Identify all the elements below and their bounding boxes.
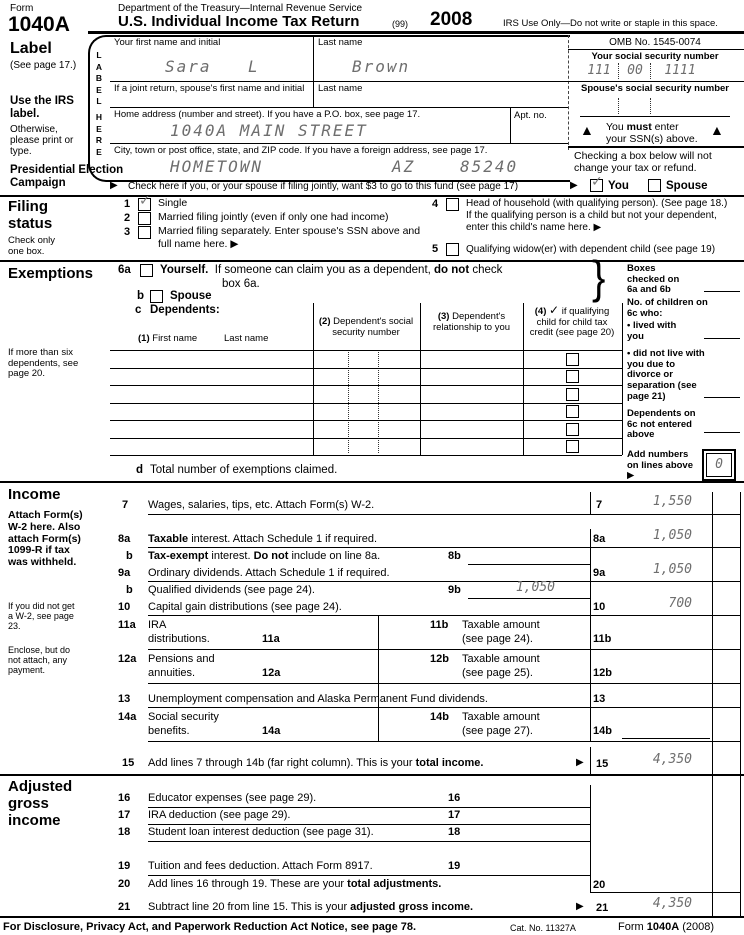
must-enter-line1 <box>606 122 679 134</box>
line-17-number: 17 <box>118 809 131 821</box>
line-rule <box>590 892 740 893</box>
amount-column-rule <box>590 747 591 774</box>
line-9b-entry-line[interactable] <box>468 598 590 599</box>
line-rule <box>148 741 740 742</box>
filing-5-checkbox[interactable] <box>446 243 459 256</box>
dependent-row-rule <box>110 455 622 456</box>
check-mark-icon: ✓ <box>549 303 560 317</box>
here-letter: E <box>96 123 102 134</box>
line-20-label <box>148 878 441 890</box>
must-enter-text: enter <box>651 121 679 133</box>
filing-note: Check only one box. <box>8 235 55 257</box>
line-19-number: 19 <box>118 860 131 872</box>
footer-form-word: Form <box>618 921 647 933</box>
line-9a-label: Ordinary dividends. Attach Schedule 1 if required. <box>148 567 390 579</box>
line-9a-right-number: 9a <box>593 567 606 579</box>
form-title: U.S. Individual Income Tax Return <box>118 13 360 30</box>
zip-value[interactable]: 85240 <box>460 157 519 176</box>
line-20-number: 20 <box>118 878 131 890</box>
line-21-label <box>148 901 473 913</box>
col3-header <box>424 312 519 333</box>
line-6b-label: Spouse <box>170 290 212 302</box>
dependent-5-qualify-checkbox[interactable] <box>566 423 579 436</box>
line-12b-right-number: 12b <box>593 667 612 679</box>
line-21-amount[interactable]: 4,350 <box>652 896 692 911</box>
line-11a-label-1: IRA <box>148 619 167 631</box>
exemptions-heading: Exemptions <box>8 265 94 282</box>
filing-5-number: 5 <box>432 243 439 255</box>
line-9a-number: 9a <box>118 567 131 579</box>
no-w2-note: If you did not get a W-2, see page 23. <box>8 601 75 632</box>
filing-4-label-3 <box>466 222 601 233</box>
amount-column-rule <box>590 529 591 741</box>
line-8b-entry-line[interactable] <box>468 564 590 565</box>
row-divider <box>110 81 568 82</box>
name-cell-divider <box>313 35 314 108</box>
label-vertical-text <box>93 50 105 108</box>
side-entry-line[interactable] <box>704 338 740 339</box>
spouse-ssn-rule <box>580 116 730 117</box>
line-8b-text1: interest. <box>208 550 254 562</box>
exemptions-total-box[interactable]: 0 <box>706 453 732 477</box>
footer-rule <box>0 916 744 918</box>
department-line: Department of the Treasury—Internal Revenue Service <box>118 3 363 14</box>
header-rule <box>88 31 744 34</box>
line-rule <box>148 547 740 548</box>
filing-1-number: 1 <box>124 198 131 210</box>
last-name-caption: Last name <box>318 37 363 48</box>
line-14b-label-2: (see page 27). <box>462 725 533 737</box>
line-rule <box>148 824 590 825</box>
income-heading: Income <box>8 486 61 503</box>
label-letter: B <box>95 73 103 83</box>
table-border <box>313 303 314 455</box>
line-18-label: Student loan interest deduction (see page 31). <box>148 826 374 838</box>
tax-year: 2008 <box>430 9 473 30</box>
section-rule <box>0 774 744 776</box>
line-8b-number: b <box>126 550 133 562</box>
line-14a-label-1: Social security <box>148 711 219 723</box>
your-ssn-part3[interactable]: 1111 <box>664 63 696 78</box>
state-value[interactable]: AZ <box>392 157 416 176</box>
yourself-bold: Yourself. <box>160 264 209 276</box>
filing-2-checkbox[interactable] <box>138 212 151 225</box>
label-letter: A <box>95 61 103 72</box>
filing-4-checkbox[interactable] <box>446 198 459 211</box>
here-letter: E <box>96 146 102 157</box>
line-6a-number: 6a <box>118 264 131 276</box>
otherwise-note: Otherwise, please print or type. <box>10 124 74 158</box>
here-vertical-text <box>93 112 105 158</box>
line-15-amount[interactable]: 4,350 <box>652 752 692 767</box>
line-14b-right-number: 14b <box>593 725 612 737</box>
col2-text: Dependent's social security number <box>330 316 414 338</box>
line-14b-number: 14b <box>430 711 449 723</box>
ssn-rule <box>568 81 744 82</box>
side-entry-line[interactable] <box>704 291 740 292</box>
line-21-number: 21 <box>118 901 131 913</box>
filing-4-number: 4 <box>432 198 439 210</box>
campaign-arrow-icon: ▶ <box>570 180 578 191</box>
line-8a-label <box>148 533 377 545</box>
col1-num: (1) <box>138 333 150 344</box>
line-rule <box>148 615 740 616</box>
disclosure-note: For Disclosure, Privacy Act, and Paperwork Reduction Act Notice, see page 78. <box>3 921 417 933</box>
section-rule <box>0 195 744 197</box>
side-add-text: Add numbers on lines above <box>627 449 693 471</box>
col2-header <box>316 317 416 338</box>
filing-4-text: enter this child's name here. <box>466 222 591 233</box>
table-border <box>420 303 421 455</box>
line-12a-inner-number: 12a <box>262 667 281 679</box>
form-code: (99) <box>392 19 409 29</box>
must-enter-bold: must <box>626 121 652 133</box>
check-mark-icon: ✓ <box>139 192 151 208</box>
col3-num: (3) <box>437 311 450 322</box>
line-11a-number: 11a <box>118 619 136 631</box>
presidential-arrow-icon: ▶ <box>110 180 118 191</box>
label-see-page: (See page 17.) <box>10 60 77 71</box>
line-10-label: Capital gain distributions (see page 24). <box>148 601 342 613</box>
line-15-bold: total income. <box>415 757 484 769</box>
omb-number: OMB No. 1545-0074 <box>609 37 701 48</box>
right-edge-rule <box>740 492 741 916</box>
dependent-row-rule <box>110 403 622 404</box>
line-13-right-number: 13 <box>593 693 606 705</box>
form-number: 1040A <box>8 13 70 36</box>
side-no-children: No. of children on 6c who: <box>627 297 708 319</box>
line-10-amount[interactable]: 700 <box>668 596 692 611</box>
line-15-text: Add lines 7 through 14b (far right column). This is your <box>148 757 416 769</box>
agi-heading-1: Adjusted <box>8 778 73 795</box>
ssn-separator <box>650 98 651 114</box>
sub-block-divider <box>378 615 379 741</box>
line-6d-label: Total number of exemptions claimed. <box>150 464 338 476</box>
amount-column-rule <box>590 492 591 514</box>
apt-cell-divider <box>510 108 511 143</box>
right-arrow-icon: ▶ <box>576 757 584 768</box>
line-rule <box>148 514 740 515</box>
line-8b-bold2: Do not <box>253 550 289 562</box>
line-11b-label-1: Taxable amount <box>462 619 540 631</box>
line-14b-entry-line[interactable] <box>622 738 710 739</box>
filing-4-label-2: If the qualifying person is a child but not your dependent, <box>466 210 717 221</box>
line-15-label <box>148 757 483 769</box>
catalog-number: Cat. No. 11327A <box>510 923 576 933</box>
label-letter: E <box>96 84 102 95</box>
line-18-inner-number: 18 <box>448 826 461 838</box>
label-heading: Label <box>10 40 52 57</box>
line-12b-label-1: Taxable amount <box>462 653 540 665</box>
line-16-inner-number: 16 <box>448 792 461 804</box>
city-caption: City, town or post office, state, and ZIP code. If you have a foreign address, see page 17. <box>114 145 488 156</box>
here-letter: R <box>95 135 103 145</box>
campaign-you-label: You <box>608 180 629 192</box>
initial-value[interactable]: L <box>248 57 260 76</box>
filing-1-label: Single <box>158 197 188 209</box>
line-11a-inner-number: 11a <box>262 633 280 645</box>
line-6a-t2: check <box>469 264 503 276</box>
agi-heading-2: gross <box>8 795 49 812</box>
line-11a-label-2: distributions. <box>148 633 210 645</box>
table-header-rule <box>110 350 622 351</box>
dependent-row-rule <box>110 438 622 439</box>
yourself-checkbox[interactable] <box>140 264 153 277</box>
line-8a-right-number: 8a <box>593 533 606 545</box>
line-8b-inner-number: 8b <box>448 550 461 562</box>
line-12a-label-2: annuities. <box>148 667 196 679</box>
footer-form-id <box>618 921 714 933</box>
line-8a-amount[interactable]: 1,050 <box>652 528 692 543</box>
here-letter: H <box>95 112 103 122</box>
row-divider <box>110 107 568 108</box>
attach-w2-note: Attach Form(s) W-2 here. Also attach Form(s) 1099-R if tax was withheld. <box>8 509 83 568</box>
line-rule <box>148 581 740 582</box>
line-rule <box>148 875 590 876</box>
col1-text: First name <box>152 333 198 344</box>
footer-form-number: 1040A <box>646 921 680 933</box>
filing-heading-2: status <box>8 215 53 232</box>
spouse-ssn-field[interactable] <box>618 98 619 114</box>
home-address-caption: Home address (number and street). If you have a P.O. box, see page 17. <box>114 109 421 120</box>
line-6c-label: Dependents: <box>150 304 220 316</box>
use-irs-label-note: Use the IRS label. <box>10 95 74 120</box>
ssn-separator <box>650 63 651 79</box>
line-13-number: 13 <box>118 693 131 705</box>
filing-2-label: Married filing jointly (even if only one had income) <box>158 211 389 223</box>
apt-caption: Apt. no. <box>514 110 547 121</box>
spouse-checkbox[interactable] <box>150 290 163 303</box>
line-20-bold: total adjustments. <box>347 878 442 890</box>
line-8a-bold: Taxable <box>148 533 189 545</box>
filing-3-label: Married filing separately. Enter spouse's SSN above and <box>158 225 421 237</box>
side-lived-with-you: • lived with you <box>627 320 677 342</box>
table-border <box>622 303 623 455</box>
filing-4-label: Head of household (with qualifying person). (See page 18.) <box>466 198 728 209</box>
filing-3-number: 3 <box>124 226 131 238</box>
dependent-4-qualify-checkbox[interactable] <box>566 405 579 418</box>
your-ssn-caption: Your social security number <box>591 51 719 62</box>
filing-3-checkbox[interactable] <box>138 226 151 239</box>
filing-3-label-cont <box>158 239 238 251</box>
col1-header <box>138 334 197 345</box>
right-arrow-icon: ▶ <box>576 901 584 912</box>
section-rule <box>0 260 744 262</box>
col4-num: (4) <box>534 306 547 317</box>
must-enter-line2: your SSN(s) above. <box>606 133 698 145</box>
line-21-bold: adjusted gross income. <box>350 901 474 913</box>
line-6a-t1: If someone can claim you as a dependent, <box>214 264 435 276</box>
line-11b-label-2: (see page 24). <box>462 633 533 645</box>
line-9b-amount[interactable]: 1,050 <box>515 580 555 595</box>
right-arrow-icon: ▶ <box>593 222 602 233</box>
triangle-up-icon: ▲ <box>710 122 724 138</box>
dependent-row-rule <box>110 385 622 386</box>
footer-form-year: (2008) <box>679 921 715 933</box>
line-12a-number: 12a <box>118 653 137 665</box>
line-20-right-number: 20 <box>593 879 606 891</box>
cents-column-rule <box>712 492 713 916</box>
your-ssn-part1[interactable]: 111 <box>587 63 611 78</box>
panel-rule <box>568 146 744 148</box>
line-7-label: Wages, salaries, tips, etc. Attach Form(s) W-2. <box>148 499 375 511</box>
line-11b-right-number: 11b <box>593 633 612 645</box>
spouse-last-caption: Last name <box>318 83 363 94</box>
presidential-heading: Presidential Election Campaign <box>10 164 124 189</box>
line-8b-label <box>148 550 380 562</box>
ssn-separator <box>618 63 619 79</box>
side-entry-line[interactable] <box>704 397 740 398</box>
side-add-numbers <box>627 450 697 482</box>
right-arrow-icon: ▶ <box>230 238 239 250</box>
line-14a-label-2: benefits. <box>148 725 190 737</box>
spouse-ssn-caption: Spouse's social security number <box>581 83 729 94</box>
line-7-right-number: 7 <box>596 499 603 511</box>
line-9b-inner-number: 9b <box>448 584 461 596</box>
line-6c-number: c <box>135 304 142 316</box>
line-12b-number: 12b <box>430 653 449 665</box>
line-12b-label-2: (see page 25). <box>462 667 533 679</box>
filing-5-label: Qualifying widow(er) with dependent child (see page 19) <box>466 244 716 255</box>
label-letter: L <box>96 50 102 60</box>
line-rule <box>148 807 590 808</box>
your-ssn-part2[interactable]: 00 <box>627 63 643 78</box>
filing-2-number: 2 <box>124 212 131 224</box>
irs-use-note: IRS Use Only—Do not write or staple in this space. <box>503 18 718 29</box>
line-12a-label-1: Pensions and <box>148 653 215 665</box>
line-6a-text-2: box 6a. <box>222 278 260 290</box>
dependent-6-qualify-checkbox[interactable] <box>566 440 579 453</box>
col2-num: (2) <box>318 316 331 327</box>
line-14a-inner-number: 14a <box>262 725 281 737</box>
campaign-spouse-label: Spouse <box>666 180 708 192</box>
row-divider <box>110 143 568 144</box>
must-enter-text: You <box>606 121 627 133</box>
line-8b-bold1: Tax-exempt <box>148 550 209 562</box>
city-value[interactable]: HOMETOWN <box>170 157 264 176</box>
dependent-row-rule <box>110 420 622 421</box>
line-16-label: Educator expenses (see page 29). <box>148 792 317 804</box>
omb-rule <box>568 49 744 50</box>
line-8b-text2: include on line 8a. <box>288 550 381 562</box>
line-14b-label-1: Taxable amount <box>462 711 540 723</box>
table-border <box>523 303 524 455</box>
filing-3-text: full name here. <box>158 238 228 250</box>
checking-box-note: Checking a box below will not change your tax or refund. <box>574 150 712 174</box>
home-address-value[interactable]: 1040A MAIN STREET <box>170 121 368 140</box>
line-21-text: Subtract line 20 from line 15. This is your <box>148 901 351 913</box>
label-letter: L <box>96 96 102 106</box>
line-rule <box>148 683 740 684</box>
line-17-label: IRA deduction (see page 29). <box>148 809 291 821</box>
more-dependents-note: If more than six dependents, see page 20. <box>8 347 79 380</box>
side-entry-line[interactable] <box>704 432 740 433</box>
amount-column-rule <box>590 785 591 892</box>
dependent-row-rule <box>110 368 622 369</box>
line-18-number: 18 <box>118 826 131 838</box>
line-7-number: 7 <box>122 499 129 511</box>
line-16-number: 16 <box>118 792 131 804</box>
side-did-not-live: • did not live with you due to divorce or separation (see page 21) <box>627 348 705 402</box>
agi-heading-3: income <box>8 812 61 829</box>
dependent-3-qualify-checkbox[interactable] <box>566 388 579 401</box>
line-6b-number: b <box>137 290 145 302</box>
campaign-you-checkbox[interactable] <box>590 173 603 192</box>
filing-1-checkbox[interactable] <box>138 192 151 211</box>
side-dependents-not-entered: Dependents on 6c not entered above <box>627 408 696 441</box>
line-10-number: 10 <box>118 601 131 613</box>
line-20-text: Add lines 16 through 19. These are your <box>148 878 348 890</box>
line-8a-number: 8a <box>118 533 131 545</box>
line-14a-number: 14a <box>118 711 137 723</box>
line-19-inner-number: 19 <box>448 860 461 872</box>
spouse-name-caption: If a joint return, spouse's first name and initial <box>114 83 305 94</box>
dependent-2-qualify-checkbox[interactable] <box>566 370 579 383</box>
form-word: Form <box>10 3 34 14</box>
dependent-1-qualify-checkbox[interactable] <box>566 353 579 366</box>
triangle-up-icon: ▲ <box>580 122 594 138</box>
line-8a-text: interest. Attach Schedule 1 if required. <box>188 533 378 545</box>
first-name-value[interactable]: Sara <box>165 57 212 76</box>
line-15-number: 15 <box>122 757 135 769</box>
col3-text: Dependent's relationship to you <box>432 311 511 333</box>
line-rule <box>148 649 740 650</box>
line-10-right-number: 10 <box>593 601 606 613</box>
line-9a-amount[interactable]: 1,050 <box>652 562 692 577</box>
col4-header <box>526 304 618 339</box>
side-boxes-checked: Boxes checked on 6a and 6b <box>627 263 680 296</box>
col4-text: if qualifying child for child tax credit (see page 20) <box>529 306 615 339</box>
line-11b-number: 11b <box>430 619 449 631</box>
right-arrow-icon: ▶ <box>627 470 635 482</box>
line-9b-number: b <box>126 584 133 596</box>
line-15-right-number: 15 <box>596 758 609 770</box>
check-mark-icon: ✓ <box>591 173 603 189</box>
panel-dashed-border <box>568 35 569 150</box>
line-rule <box>148 841 590 842</box>
line-7-amount[interactable]: 1,550 <box>652 494 692 509</box>
line-9b-label: Qualified dividends (see page 24). <box>148 584 315 596</box>
line-6a-donot: do not <box>434 264 470 276</box>
col1b-header: Last name <box>224 333 269 344</box>
line-19-label: Tuition and fees deduction. Attach Form 8917. <box>148 860 373 872</box>
line-21-right-number: 21 <box>596 902 609 914</box>
enclose-payment-note: Enclose, but do not attach, any payment. <box>8 645 71 676</box>
first-name-caption: Your first name and initial <box>114 37 221 48</box>
line-rule <box>148 707 740 708</box>
last-name-value[interactable]: Brown <box>352 57 411 76</box>
brace-icon: } <box>592 252 606 304</box>
filing-heading-1: Filing <box>8 198 48 215</box>
line-17-inner-number: 17 <box>448 809 461 821</box>
line-6a-text <box>160 264 502 277</box>
line-13-label: Unemployment compensation and Alaska Permanent Fund dividends. <box>148 693 488 705</box>
line-6d-number: d <box>136 464 144 476</box>
presidential-campaign-text: Check here if you, or your spouse if filing jointly, want $3 to go to this fund (see page 17) <box>128 181 519 192</box>
section-rule <box>0 481 744 483</box>
campaign-spouse-checkbox[interactable] <box>648 179 661 192</box>
